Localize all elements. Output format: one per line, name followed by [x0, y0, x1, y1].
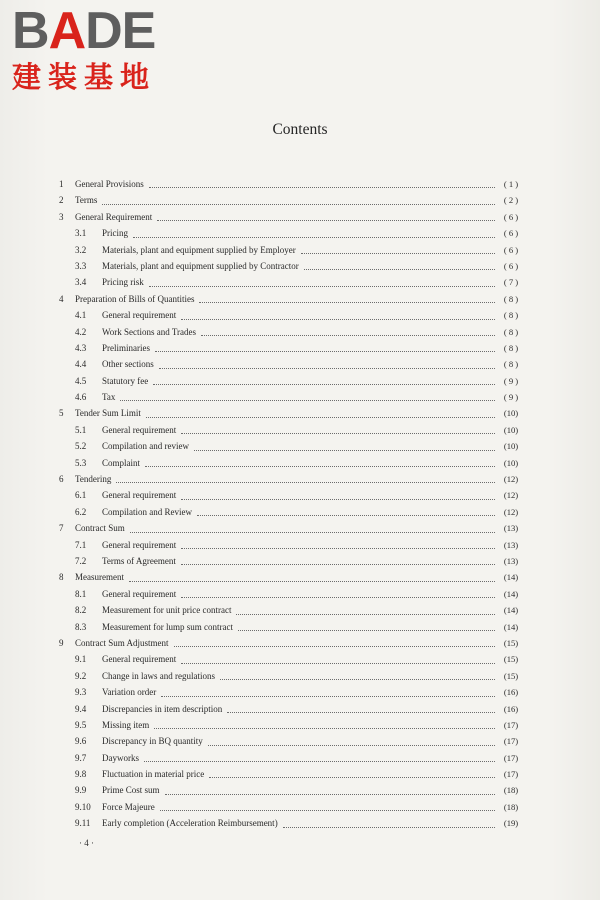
toc-entry-label: Work Sections and Trades — [102, 326, 197, 337]
toc-entry-number: 2 — [59, 195, 64, 206]
toc-entry-label: Contract Sum Adjustment — [75, 637, 169, 648]
toc-entry-page-number: (14) — [503, 588, 519, 599]
toc-entry-page-number: (12) — [503, 474, 519, 485]
toc-entry-number: 3 — [59, 211, 64, 222]
toc-entry-page-number: (17) — [503, 769, 519, 780]
toc-entry-number: 3.3 — [75, 260, 87, 271]
toc-entry-number: 9.4 — [75, 703, 87, 714]
toc-entry-page-number: (13) — [503, 523, 519, 534]
toc-dot-leader — [199, 286, 495, 303]
toc-entry-page-number: (10) — [503, 441, 519, 452]
toc-entry-page-number: ( 8 ) — [503, 310, 519, 321]
toc-entry-number: 4.1 — [75, 310, 87, 321]
toc-entry-page-number: ( 6 ) — [503, 211, 519, 222]
toc-entry-page-number: (16) — [503, 687, 519, 698]
toc-entry-label: General Provisions — [75, 179, 144, 189]
toc-entry-page-number: (12) — [503, 506, 519, 517]
toc-entry-page-number: (15) — [503, 637, 519, 648]
toc-dot-leader — [304, 253, 495, 270]
toc-dot-leader — [129, 564, 495, 581]
toc-entry-page-number: ( 8 ) — [503, 293, 519, 304]
toc-entry-number: 9.1 — [75, 654, 87, 665]
toc-entry-number: 3.1 — [75, 228, 87, 239]
toc-dot-leader — [181, 646, 495, 663]
toc-entry-number: 9.7 — [75, 752, 87, 763]
toc-entry-label: Terms of Agreement — [102, 555, 176, 566]
toc-dot-leader — [116, 466, 495, 483]
toc-entry-label: Tax — [102, 392, 116, 403]
toc-entry-page-number: (16) — [503, 703, 519, 714]
toc-entry-label: Compilation and Review — [102, 506, 192, 517]
toc-entry-label: General Requirement — [75, 211, 153, 222]
toc-entry-label: Statutory fee — [102, 375, 149, 386]
toc-entry-page-number: (19) — [503, 818, 519, 829]
toc-dot-leader — [209, 761, 495, 778]
toc-dot-leader — [161, 679, 495, 696]
toc-entry-label: General requirement — [102, 539, 177, 550]
toc-entry-label: Missing item — [102, 719, 150, 730]
toc-dot-leader — [181, 417, 495, 434]
toc-entry-label: General requirement — [102, 654, 177, 665]
toc-entry-label: Complaint — [102, 457, 140, 468]
toc-entry-number: 9.3 — [75, 687, 87, 698]
toc-entry-number: 1 — [59, 179, 64, 189]
toc-dot-leader — [181, 548, 495, 565]
toc-dot-leader — [154, 712, 495, 729]
toc-dot-leader — [149, 269, 495, 286]
toc-dot-leader — [220, 663, 495, 680]
toc-entry-page-number: (17) — [503, 736, 519, 747]
toc-entry-page-number: ( 6 ) — [503, 244, 519, 255]
toc-dot-leader — [283, 810, 495, 827]
page-number-footer: · 4 · — [79, 838, 94, 848]
toc-entry-label: Measurement for unit price contract — [102, 605, 232, 616]
toc-entry-page-number: (18) — [503, 801, 519, 812]
toc-dot-leader — [160, 794, 495, 811]
toc-entry-number: 7 — [59, 523, 64, 534]
toc-entry-label: Materials, plant and equipment supplied by Contractor — [102, 260, 299, 271]
toc-entry-label: Materials, plant and equipment supplied by Employer — [102, 244, 296, 255]
toc-entry-number: 7.2 — [75, 555, 87, 566]
toc-dot-leader — [102, 187, 495, 204]
toc-entry-label: General requirement — [102, 424, 177, 435]
toc-dot-leader — [165, 777, 495, 794]
toc-entry-label: General requirement — [102, 490, 177, 501]
toc-entry-label: Other sections — [102, 359, 154, 370]
toc-entry-label: Early completion (Acceleration Reimbursement) — [102, 818, 278, 829]
toc-dot-leader — [159, 351, 495, 368]
toc-entry-number: 9 — [59, 637, 64, 648]
logo-wordmark — [12, 4, 155, 58]
toc-entry-label: Dayworks — [102, 752, 139, 763]
toc-entry-page-number: ( 2 ) — [503, 195, 519, 206]
toc-entry-number: 4.3 — [75, 342, 87, 353]
toc-entry-number: 9.5 — [75, 719, 87, 730]
toc-entry-number: 7.1 — [75, 539, 87, 550]
toc-entry[interactable] — [55, 815, 525, 831]
logo-letters-de: DE — [85, 2, 156, 60]
toc-entry-label: Pricing — [102, 228, 128, 239]
toc-entry-page-number: ( 9 ) — [503, 375, 519, 386]
toc-dot-leader — [146, 400, 495, 417]
toc-dot-leader — [155, 335, 495, 352]
toc-dot-leader — [157, 204, 495, 221]
toc-entry-label: Variation order — [102, 687, 157, 698]
toc-entry-page-number: (14) — [503, 572, 519, 583]
toc-entry-page-number: (15) — [503, 670, 519, 681]
toc-entry-number: 6.2 — [75, 506, 87, 517]
toc-dot-leader — [181, 532, 495, 549]
toc-entry-label: Preparation of Bills of Quantities — [75, 293, 195, 304]
logo-chinese-text: 建装基地 — [12, 60, 157, 94]
logo-letter-a-accent: A — [48, 2, 86, 60]
toc-entry-number: 4.2 — [75, 326, 87, 337]
toc-entry-number: 9.10 — [75, 801, 91, 812]
toc-entry-page-number: (10) — [503, 424, 519, 435]
toc-entry-number: 4.6 — [75, 392, 87, 403]
toc-dot-leader — [301, 237, 495, 254]
toc-entry-page-number: (13) — [503, 555, 519, 566]
toc-entry-number: 9.9 — [75, 785, 87, 796]
toc-entry-number: 9.8 — [75, 769, 87, 780]
toc-dot-leader — [130, 515, 495, 532]
toc-entry-page-number: ( 8 ) — [503, 326, 519, 337]
bade-logo — [12, 4, 177, 96]
toc-entry-number: 8.1 — [75, 588, 87, 599]
toc-dot-leader — [227, 696, 495, 713]
toc-entry-number: 9.2 — [75, 670, 87, 681]
toc-entry-page-number: ( 7 ) — [503, 277, 519, 288]
toc-dot-leader — [145, 450, 495, 467]
toc-entry-number: 8.3 — [75, 621, 87, 632]
toc-dot-leader — [144, 745, 495, 762]
toc-entry-page-number: ( 8 ) — [503, 359, 519, 370]
table-of-contents — [55, 176, 525, 832]
toc-entry-label: Prime Cost sum — [102, 785, 160, 796]
toc-entry-page-number: ( 6 ) — [503, 260, 519, 271]
toc-entry-page-number: (10) — [503, 408, 519, 419]
toc-entry-number: 3.2 — [75, 244, 87, 255]
toc-dot-leader — [133, 220, 495, 237]
toc-entry-number: 3.4 — [75, 277, 87, 288]
logo-letter-b: B — [12, 2, 49, 60]
toc-entry-number: 9.6 — [75, 736, 87, 747]
toc-entry-label: Discrepancies in item description — [102, 703, 223, 714]
toc-dot-leader — [201, 319, 495, 336]
toc-dot-leader — [174, 630, 495, 647]
toc-entry-number: 8.2 — [75, 605, 87, 616]
toc-entry-page-number: (15) — [503, 654, 519, 665]
toc-entry-page-number: (12) — [503, 490, 519, 501]
toc-dot-leader — [238, 614, 495, 631]
toc-dot-leader — [236, 597, 495, 614]
toc-entry-label: Compilation and review — [102, 441, 189, 452]
toc-entry-label: Measurement — [75, 572, 124, 583]
toc-entry-page-number: (18) — [503, 785, 519, 796]
toc-entry-label: Tendering — [75, 474, 112, 485]
toc-dot-leader — [208, 728, 495, 745]
toc-dot-leader — [181, 482, 495, 499]
toc-entry-page-number: (10) — [503, 457, 519, 468]
toc-entry-page-number: (17) — [503, 719, 519, 730]
toc-entry-label: General requirement — [102, 588, 177, 599]
toc-entry-label: Discrepancy in BQ quantity — [102, 736, 203, 747]
toc-entry-number: 5.3 — [75, 457, 87, 468]
toc-entry-number: 6 — [59, 474, 64, 485]
toc-entry-page-number: (17) — [503, 752, 519, 763]
toc-entry-page-number: ( 8 ) — [503, 342, 519, 353]
toc-entry-page-number: ( 9 ) — [503, 392, 519, 403]
toc-entry-label: General requirement — [102, 310, 177, 321]
toc-dot-leader — [120, 384, 495, 401]
toc-dot-leader — [194, 433, 495, 450]
toc-dot-leader — [153, 368, 495, 385]
toc-dot-leader — [181, 302, 495, 319]
toc-entry-number: 6.1 — [75, 490, 87, 501]
toc-entry-label: Force Majeure — [102, 801, 155, 812]
toc-entry-label: Pricing risk — [102, 277, 144, 288]
toc-entry-number: 4.5 — [75, 375, 87, 386]
toc-entry-label: Fluctuation in material price — [102, 769, 205, 780]
toc-entry-label: Change in laws and regulations — [102, 670, 215, 681]
toc-entry-page-number: (13) — [503, 539, 519, 550]
toc-dot-leader — [197, 499, 495, 516]
toc-entry-page-number: ( 1 ) — [503, 179, 519, 189]
toc-dot-leader — [149, 171, 495, 188]
toc-entry-page-number: (14) — [503, 605, 519, 616]
toc-entry-number: 8 — [59, 572, 64, 583]
toc-entry-label: Preliminaries — [102, 342, 150, 353]
toc-entry-page-number: ( 6 ) — [503, 228, 519, 239]
toc-entry-number: 9.11 — [75, 818, 91, 829]
toc-entry-label: Tender Sum Limit — [75, 408, 141, 419]
toc-entry-label: Contract Sum — [75, 523, 125, 534]
toc-entry-label: Terms — [75, 195, 98, 206]
toc-dot-leader — [181, 581, 495, 598]
toc-entry-number: 4.4 — [75, 359, 87, 370]
toc-entry-page-number: (14) — [503, 621, 519, 632]
toc-entry-label: Measurement for lump sum contract — [102, 621, 233, 632]
toc-entry-number: 5 — [59, 408, 64, 419]
toc-entry-number: 4 — [59, 293, 64, 304]
toc-entry-number: 5.1 — [75, 424, 87, 435]
toc-entry-number: 5.2 — [75, 441, 87, 452]
page-title: Contents — [272, 121, 328, 138]
